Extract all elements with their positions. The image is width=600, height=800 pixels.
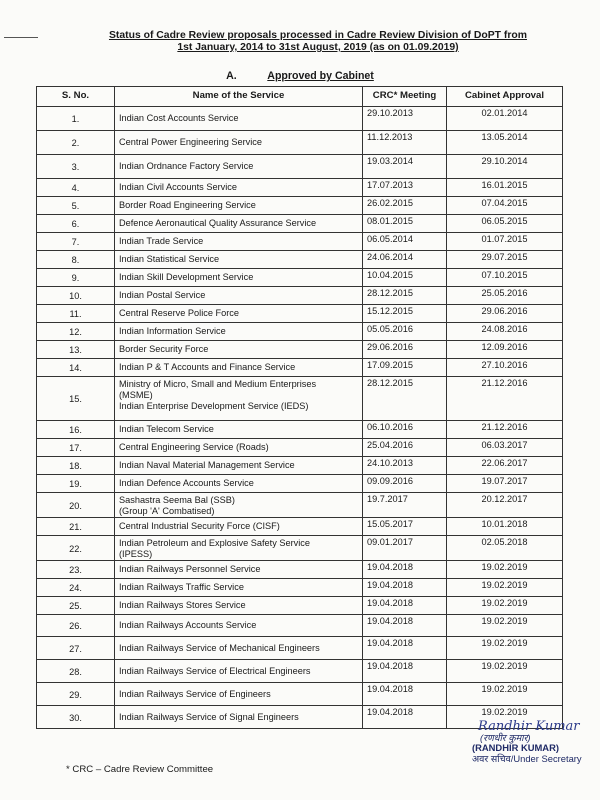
table-row: [37, 421, 563, 439]
row-sno: 9.: [37, 269, 115, 287]
table-row: [37, 579, 563, 597]
table-row: [37, 179, 563, 197]
row-service-name: [115, 439, 363, 457]
section-title: Approved by Cabinet: [267, 70, 374, 82]
row-crc-date: 26.02.2015: [363, 197, 447, 215]
row-cabinet-date: 19.02.2019: [447, 637, 563, 660]
table-row: [37, 637, 563, 660]
section-heading: [0, 70, 600, 82]
table-row: [37, 251, 563, 269]
row-crc-date: 28.12.2015: [363, 377, 447, 421]
table-row: [37, 536, 563, 561]
service-name-line: Central Engineering Service (Roads): [119, 442, 269, 452]
row-cabinet-date: 24.08.2016: [447, 323, 563, 341]
row-crc-date: 19.04.2018: [363, 706, 447, 729]
service-name-line: Central Power Engineering Service: [119, 137, 262, 147]
row-cabinet-date: 27.10.2016: [447, 359, 563, 377]
row-service-name: [115, 579, 363, 597]
row-sno: 13.: [37, 341, 115, 359]
row-cabinet-date: 20.12.2017: [447, 493, 563, 518]
row-sno: 12.: [37, 323, 115, 341]
row-cabinet-date: 29.10.2014: [447, 155, 563, 179]
row-cabinet-date: 16.01.2015: [447, 179, 563, 197]
row-cabinet-date: 19.02.2019: [447, 615, 563, 637]
section-letter: A.: [226, 70, 237, 82]
margin-dash: [4, 37, 38, 38]
row-sno: 27.: [37, 637, 115, 660]
service-name-line: Indian Petroleum and Explosive Safety Service: [119, 538, 310, 548]
row-cabinet-date: 21.12.2016: [447, 377, 563, 421]
row-crc-date: 19.04.2018: [363, 561, 447, 579]
row-service-name: [115, 269, 363, 287]
row-sno: 16.: [37, 421, 115, 439]
row-service-name: [115, 597, 363, 615]
table-row: [37, 615, 563, 637]
service-name-line: Central Industrial Security Force (CISF): [119, 521, 280, 531]
service-name-line: Indian Information Service: [119, 326, 226, 336]
row-service-name: [115, 179, 363, 197]
service-name-line: Indian Railways Personnel Service: [119, 564, 261, 574]
row-sno: 23.: [37, 561, 115, 579]
table-row: [37, 233, 563, 251]
row-crc-date: 19.03.2014: [363, 155, 447, 179]
signature-block: [470, 719, 590, 764]
row-crc-date: 08.01.2015: [363, 215, 447, 233]
row-crc-date: 11.12.2013: [363, 131, 447, 155]
row-sno: 3.: [37, 155, 115, 179]
footnote: * CRC – Cadre Review Committee: [66, 764, 214, 775]
table-row: [37, 197, 563, 215]
title-line-1: Status of Cadre Review proposals processed in Cadre Review Division of DoPT from: [108, 30, 528, 41]
row-crc-date: 19.04.2018: [363, 660, 447, 683]
row-crc-date: 28.12.2015: [363, 287, 447, 305]
table-row: [37, 493, 563, 518]
table-row: [37, 341, 563, 359]
row-sno: 10.: [37, 287, 115, 305]
row-cabinet-date: 21.12.2016: [447, 421, 563, 439]
row-cabinet-date: 22.06.2017: [447, 457, 563, 475]
row-sno: 14.: [37, 359, 115, 377]
table-header-row: [37, 87, 563, 107]
row-sno: 2.: [37, 131, 115, 155]
table-row: [37, 305, 563, 323]
row-sno: 18.: [37, 457, 115, 475]
row-sno: 5.: [37, 197, 115, 215]
row-cabinet-date: 06.03.2017: [447, 439, 563, 457]
row-cabinet-date: 19.02.2019: [447, 561, 563, 579]
row-crc-date: 29.06.2016: [363, 341, 447, 359]
table-row: [37, 155, 563, 179]
row-crc-date: 10.04.2015: [363, 269, 447, 287]
row-service-name: [115, 660, 363, 683]
row-service-name: [115, 518, 363, 536]
row-cabinet-date: 02.05.2018: [447, 536, 563, 561]
row-service-name: [115, 493, 363, 518]
row-service-name: [115, 706, 363, 729]
row-crc-date: 19.7.2017: [363, 493, 447, 518]
row-sno: 7.: [37, 233, 115, 251]
row-sno: 1.: [37, 107, 115, 131]
row-service-name: [115, 457, 363, 475]
row-crc-date: 19.04.2018: [363, 637, 447, 660]
table-row: [37, 215, 563, 233]
row-sno: 17.: [37, 439, 115, 457]
row-crc-date: 05.05.2016: [363, 323, 447, 341]
service-name-line: Indian Enterprise Development Service (IEDS): [119, 401, 309, 411]
table-row: [37, 359, 563, 377]
row-sno: 6.: [37, 215, 115, 233]
row-crc-date: 29.10.2013: [363, 107, 447, 131]
service-name-line: Indian Railways Service of Electrical Engineers: [119, 665, 311, 676]
signatory-hindi-name: (रणधीर कुमार): [480, 731, 531, 743]
service-name-line: Indian P & T Accounts and Finance Service: [119, 362, 296, 372]
service-name-line: Indian Cost Accounts Service: [119, 113, 239, 123]
service-name-line: Indian Ordnance Factory Service: [119, 161, 254, 171]
signature-scrawl: Randhir Kumar: [478, 719, 580, 734]
header-cabinet: Cabinet Approval: [447, 87, 563, 107]
row-service-name: [115, 107, 363, 131]
table-row: [37, 377, 563, 421]
service-name-line: Indian Trade Service: [119, 236, 204, 246]
row-cabinet-date: 19.02.2019: [447, 706, 563, 729]
cadre-review-table: [36, 86, 563, 729]
row-crc-date: 19.04.2018: [363, 615, 447, 637]
row-sno: 28.: [37, 660, 115, 683]
row-cabinet-date: 29.07.2015: [447, 251, 563, 269]
service-name-line: Indian Skill Development Service: [119, 272, 254, 282]
row-crc-date: 06.05.2014: [363, 233, 447, 251]
row-sno: 22.: [37, 536, 115, 561]
row-sno: 15.: [37, 377, 115, 421]
row-crc-date: 09.01.2017: [363, 536, 447, 561]
row-service-name: [115, 637, 363, 660]
row-crc-date: 19.04.2018: [363, 597, 447, 615]
row-crc-date: 17.09.2015: [363, 359, 447, 377]
service-name-line: Border Road Engineering Service: [119, 200, 256, 210]
row-cabinet-date: 25.05.2016: [447, 287, 563, 305]
row-cabinet-date: 07.10.2015: [447, 269, 563, 287]
row-cabinet-date: 02.01.2014: [447, 107, 563, 131]
document-title: [58, 30, 578, 54]
table-body: [37, 107, 563, 729]
service-name-line: (Group 'A' Combatised): [119, 506, 215, 516]
row-service-name: [115, 421, 363, 439]
service-name-line: Indian Railways Service of Engineers: [119, 688, 271, 699]
row-crc-date: 19.04.2018: [363, 579, 447, 597]
service-name-line: Indian Postal Service: [119, 290, 206, 300]
table-row: [37, 439, 563, 457]
table-row: [37, 683, 563, 706]
row-crc-date: 19.04.2018: [363, 683, 447, 706]
table-row: [37, 518, 563, 536]
table-row: [37, 287, 563, 305]
row-service-name: [115, 233, 363, 251]
row-service-name: [115, 155, 363, 179]
row-sno: 4.: [37, 179, 115, 197]
row-sno: 24.: [37, 579, 115, 597]
service-name-line: Indian Railways Traffic Service: [119, 582, 244, 592]
service-name-line: Indian Naval Material Management Service: [119, 460, 295, 470]
row-sno: 19.: [37, 475, 115, 493]
row-cabinet-date: 01.07.2015: [447, 233, 563, 251]
signatory-name: (RANDHIR KUMAR): [472, 742, 559, 753]
service-name-line: (MSME): [119, 390, 153, 400]
row-service-name: [115, 323, 363, 341]
row-crc-date: 09.09.2016: [363, 475, 447, 493]
row-cabinet-date: 06.05.2015: [447, 215, 563, 233]
table-row: [37, 107, 563, 131]
row-crc-date: 25.04.2016: [363, 439, 447, 457]
table-row: [37, 131, 563, 155]
service-name-line: Central Reserve Police Force: [119, 308, 239, 318]
service-name-line: (IPESS): [119, 549, 153, 559]
row-crc-date: 06.10.2016: [363, 421, 447, 439]
row-cabinet-date: 19.02.2019: [447, 683, 563, 706]
row-cabinet-date: 10.01.2018: [447, 518, 563, 536]
row-cabinet-date: 12.09.2016: [447, 341, 563, 359]
row-sno: 26.: [37, 615, 115, 637]
row-sno: 20.: [37, 493, 115, 518]
table-row: [37, 457, 563, 475]
row-service-name: [115, 215, 363, 233]
signatory-designation: अवर सचिव/Under Secretary: [472, 752, 582, 764]
row-cabinet-date: 19.02.2019: [447, 597, 563, 615]
row-crc-date: 24.10.2013: [363, 457, 447, 475]
service-name-line: Indian Statistical Service: [119, 254, 220, 264]
service-name-line: Border Security Force: [119, 344, 209, 354]
row-service-name: [115, 359, 363, 377]
row-service-name: [115, 475, 363, 493]
row-service-name: [115, 683, 363, 706]
row-sno: 29.: [37, 683, 115, 706]
table-row: [37, 323, 563, 341]
table-row: [37, 269, 563, 287]
service-name-line: Indian Civil Accounts Service: [119, 182, 237, 192]
service-name-line: Indian Railways Stores Service: [119, 600, 246, 610]
service-name-line: Indian Defence Accounts Service: [119, 478, 254, 488]
service-name-line: Indian Telecom Service: [119, 424, 214, 434]
row-service-name: [115, 251, 363, 269]
row-crc-date: 15.12.2015: [363, 305, 447, 323]
service-name-line: Sashastra Seema Bal (SSB): [119, 495, 235, 505]
row-service-name: [115, 561, 363, 579]
row-service-name: [115, 197, 363, 215]
header-sno: S. No.: [37, 87, 115, 107]
table-row: [37, 597, 563, 615]
row-sno: 11.: [37, 305, 115, 323]
row-cabinet-date: 13.05.2014: [447, 131, 563, 155]
row-service-name: [115, 305, 363, 323]
row-crc-date: 24.06.2014: [363, 251, 447, 269]
service-name-line: Ministry of Micro, Small and Medium Enterprises: [119, 379, 317, 389]
service-name-line: Indian Railways Accounts Service: [119, 620, 257, 630]
table-row: [37, 561, 563, 579]
header-name: Name of the Service: [115, 87, 363, 107]
header-crc: CRC* Meeting: [363, 87, 447, 107]
row-cabinet-date: 19.02.2019: [447, 660, 563, 683]
row-service-name: [115, 287, 363, 305]
row-cabinet-date: 07.04.2015: [447, 197, 563, 215]
row-service-name: [115, 131, 363, 155]
service-name-line: Indian Railways Service of Mechanical Engineers: [119, 642, 320, 653]
table-row: [37, 660, 563, 683]
service-name-line: Indian Railways Service of Signal Engineers: [119, 711, 299, 722]
row-service-name: [115, 377, 363, 421]
row-sno: 25.: [37, 597, 115, 615]
row-service-name: [115, 615, 363, 637]
row-sno: 8.: [37, 251, 115, 269]
row-service-name: [115, 341, 363, 359]
service-name-line: Defence Aeronautical Quality Assurance Service: [119, 218, 317, 228]
row-sno: 30.: [37, 706, 115, 729]
row-service-name: [115, 536, 363, 561]
title-line-2: 1st January, 2014 to 31st August, 2019 (as on 01.09.2019): [177, 42, 459, 53]
row-cabinet-date: 19.02.2019: [447, 579, 563, 597]
table-row: [37, 475, 563, 493]
row-sno: 21.: [37, 518, 115, 536]
row-cabinet-date: 19.07.2017: [447, 475, 563, 493]
row-cabinet-date: 29.06.2016: [447, 305, 563, 323]
row-crc-date: 17.07.2013: [363, 179, 447, 197]
row-crc-date: 15.05.2017: [363, 518, 447, 536]
